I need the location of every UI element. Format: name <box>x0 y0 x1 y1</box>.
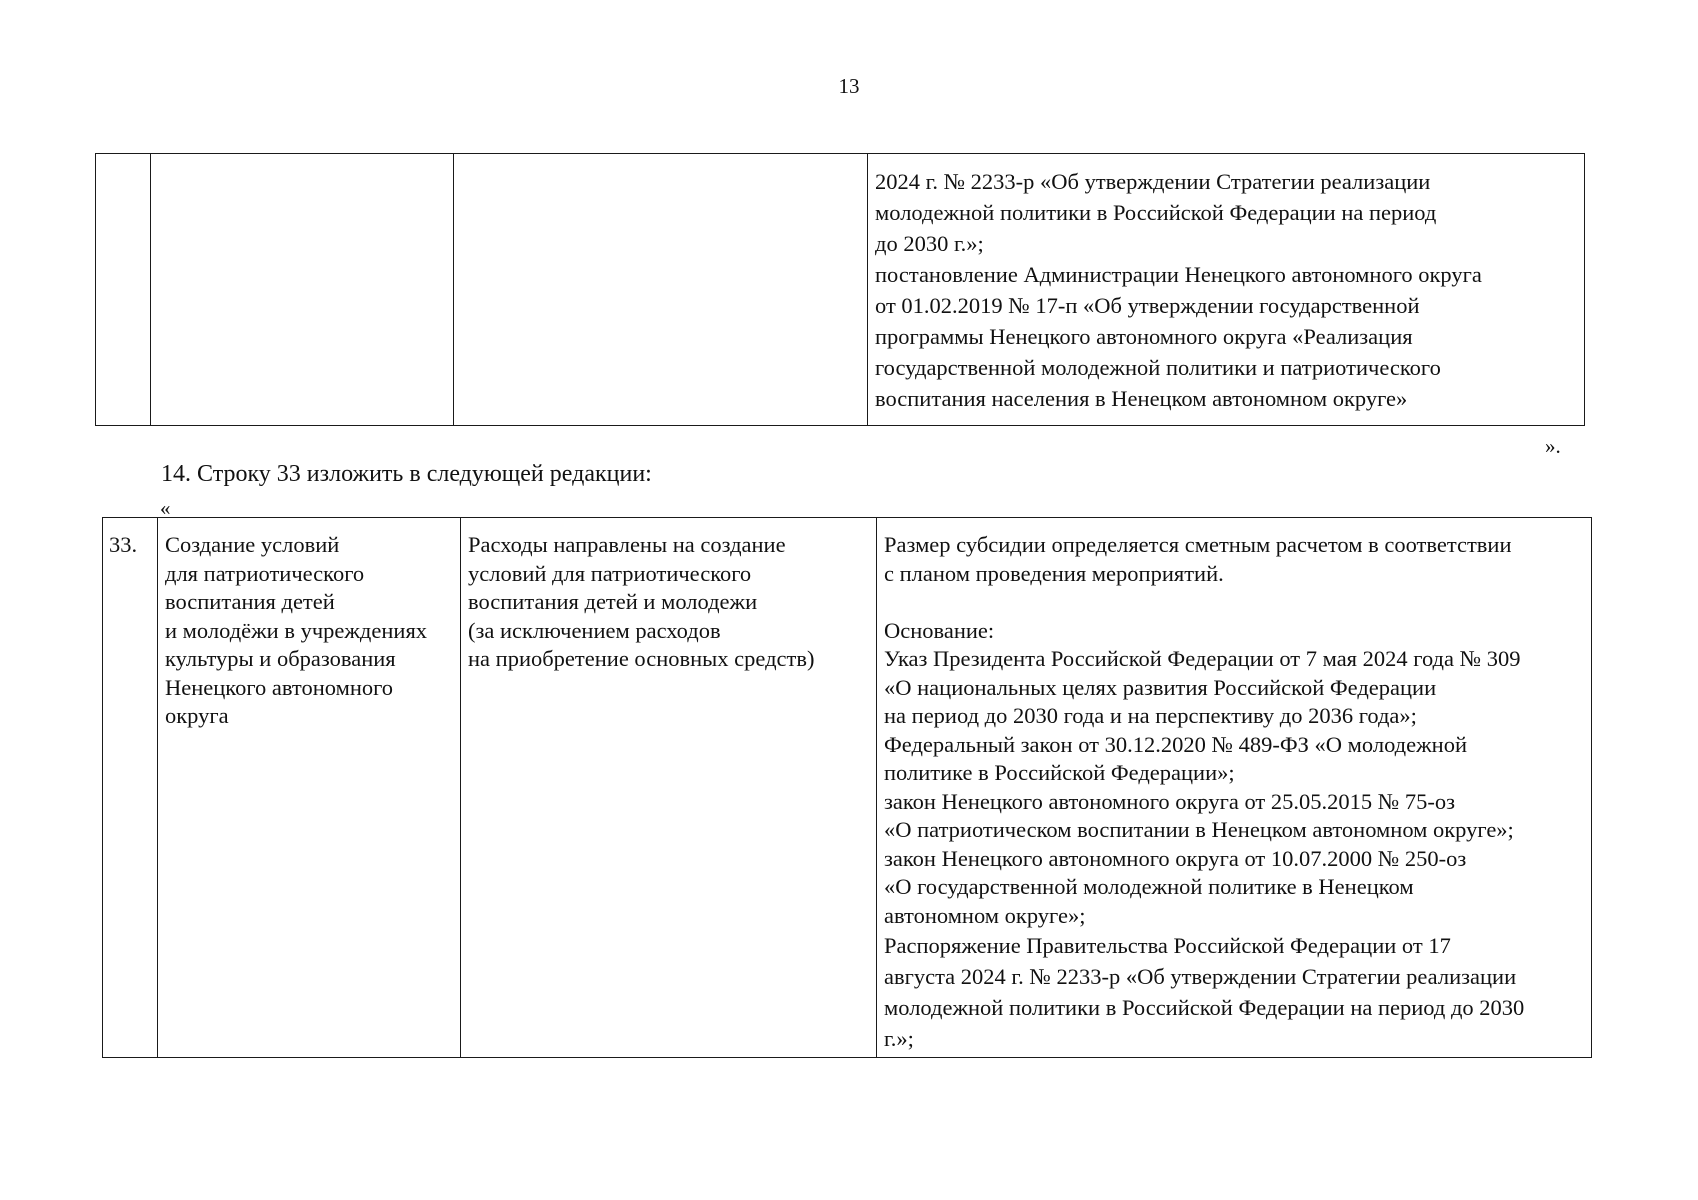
legal-basis-cell <box>877 518 1592 1058</box>
page-number: 13 <box>838 74 860 98</box>
basis-line: молодежной политики в Российской Федерации на период до 2030 <box>884 995 1525 1020</box>
expenses-cell <box>461 518 877 1058</box>
basis-line: до 2030 г.»; <box>875 231 984 256</box>
basis-line: августа 2024 г. № 2233-р «Об утверждении Стратегии реализации <box>884 964 1517 989</box>
direction-line: Создание условий <box>165 532 340 557</box>
direction-line: культуры и образования <box>165 646 396 671</box>
direction-line: и молодёжи в учреждениях <box>165 617 428 643</box>
closing-quote: ». <box>1545 434 1561 458</box>
direction-line: округа <box>165 703 229 728</box>
basis-line: Федеральный закон от 30.12.2020 № 489-ФЗ «О молодежной <box>884 731 1467 757</box>
basis-heading: Основание: <box>884 617 995 643</box>
direction-line: воспитания детей <box>165 589 335 614</box>
blank-line <box>884 588 1585 617</box>
basis-line: программы Ненецкого автономного округа «Реализация <box>875 324 1413 349</box>
direction-cell <box>158 518 461 1058</box>
row-number-cell: 33. <box>103 518 158 1058</box>
expenses-line: Расходы направлены на создание <box>468 532 786 557</box>
basis-line: политике в Российской Федерации»; <box>884 760 1235 785</box>
basis-line: «О государственной молодежной политике в Ненецком <box>884 874 1414 899</box>
basis-line: «О патриотическом воспитании в Ненецком автономном округе»; <box>884 817 1514 842</box>
basis-line: молодежной политики в Российской Федерации на период <box>875 200 1437 225</box>
basis-line: на период до 2030 года и на перспективу до 2036 года»; <box>884 703 1417 728</box>
basis-line: с планом проведения мероприятий. <box>884 560 1224 586</box>
direction-line: для патриотического <box>165 560 365 586</box>
basis-line: Указ Президента Российской Федерации от 7 мая 2024 года № 309 <box>884 646 1521 671</box>
expenses-cell <box>454 154 868 426</box>
basis-line: от 01.02.2019 № 17-п «Об утверждении государственной <box>875 293 1420 318</box>
legal-basis-cell <box>868 154 1585 426</box>
continuation-table <box>95 153 1585 426</box>
new-row-table <box>102 517 1592 1058</box>
basis-line: 2024 г. № 2233-р «Об утверждении Стратегии реализации <box>875 169 1431 194</box>
basis-line: г.»; <box>884 1026 914 1051</box>
table-row <box>103 518 1592 1058</box>
amendment-paragraph: 14. Строку 33 изложить в следующей редакции: <box>161 461 652 487</box>
expenses-line: (за исключением расходов <box>468 617 721 643</box>
table-row <box>96 154 1585 426</box>
expenses-line: воспитания детей и молодежи <box>468 589 758 614</box>
expenses-line: на приобретение основных средств) <box>468 646 815 671</box>
basis-line: закон Ненецкого автономного округа от 10.07.2000 № 250-оз <box>884 845 1467 871</box>
basis-line: воспитания населения в Ненецком автономном округе» <box>875 386 1408 411</box>
direction-line: Ненецкого автономного <box>165 674 394 700</box>
basis-line: Распоряжение Правительства Российской Федерации от 17 <box>884 933 1451 958</box>
basis-line: Размер субсидии определяется сметным расчетом в соответствии <box>884 532 1512 557</box>
basis-line: постановление Администрации Ненецкого автономного округа <box>875 262 1482 287</box>
basis-line: государственной молодежной политики и патриотического <box>875 355 1441 380</box>
basis-line: закон Ненецкого автономного округа от 25.05.2015 № 75-оз <box>884 788 1455 814</box>
basis-line: автономном округе»; <box>884 902 1086 928</box>
opening-quote: « <box>160 496 171 520</box>
direction-cell <box>151 154 454 426</box>
basis-line: «О национальных целях развития Российской Федерации <box>884 674 1437 700</box>
expenses-line: условий для патриотического <box>468 560 752 586</box>
row-number-cell <box>96 154 151 426</box>
